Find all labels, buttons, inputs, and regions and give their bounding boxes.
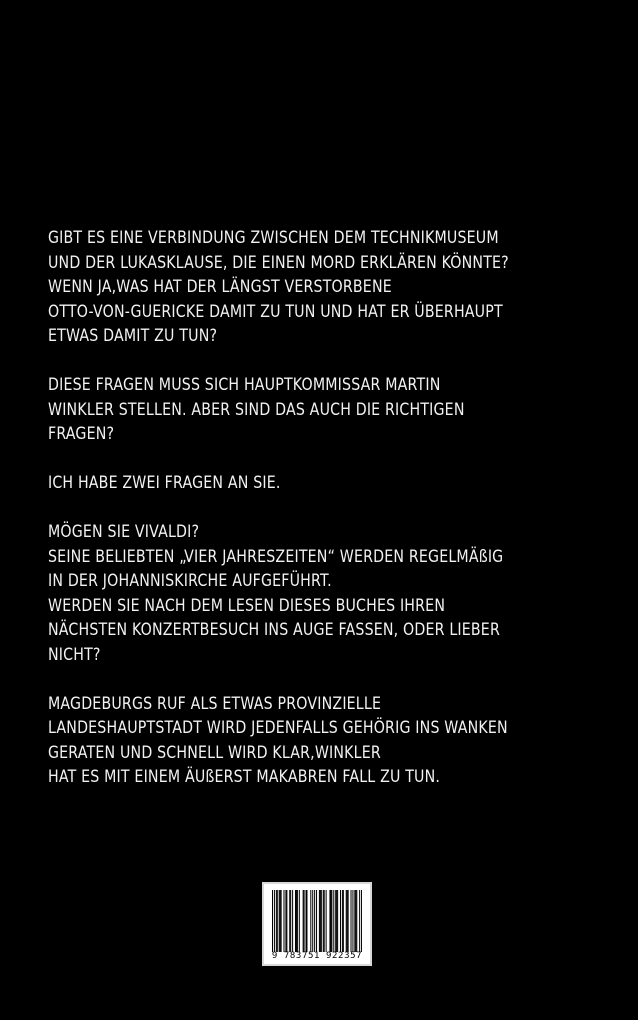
barcode-bar <box>306 890 307 952</box>
barcode-bar <box>321 890 322 952</box>
blurb-line: WENN JA,WAS HAT DER LÄNGST VERSTORBENE <box>48 277 392 296</box>
barcode-bar <box>290 890 291 952</box>
barcode-bar <box>355 890 356 952</box>
blurb-line: NICHT? <box>48 644 101 664</box>
blurb-paragraph <box>48 226 629 349</box>
barcode-bar <box>292 890 293 952</box>
blurb-line: WINKLER STELLEN. ABER SIND DAS AUCH DIE RICHTIGEN <box>48 399 465 419</box>
barcode-bar <box>299 890 300 952</box>
barcode-bar <box>354 890 355 952</box>
blurb-line: GERATEN UND SCHNELL WIRD KLAR,WINKLER <box>48 742 381 762</box>
barcode-bar <box>361 890 362 952</box>
barcode-bar <box>348 890 349 952</box>
barcode-bar <box>310 890 311 952</box>
barcode-bar <box>336 890 337 952</box>
barcode-bar <box>323 890 324 952</box>
barcode-bar <box>346 890 347 952</box>
barcode-bar <box>330 890 331 952</box>
blurb-line: GIBT ES EINE VERBINDUNG ZWISCHEN DEM TECHNIKMUSEUM <box>48 228 499 247</box>
barcode-bar <box>279 890 280 952</box>
barcode-bar <box>337 890 338 952</box>
barcode-bar <box>314 890 315 952</box>
barcode-bar <box>272 890 273 952</box>
barcode-bar <box>281 890 282 952</box>
blurb-paragraph <box>48 373 629 447</box>
barcode-bar <box>316 890 317 952</box>
blurb-line: SEINE BELIEBTEN „VIER JAHRESZEITEN“ WERDEN REGELMÄßIG <box>48 546 504 566</box>
barcode-bar <box>319 890 320 952</box>
blurb-paragraph <box>48 520 629 667</box>
barcode-bar <box>359 890 360 952</box>
isbn-number: 9 783751 922357 <box>271 951 363 961</box>
barcode-bar <box>333 890 334 952</box>
barcode-bar <box>352 890 353 952</box>
barcode-bar <box>351 890 352 952</box>
barcode-bar <box>356 890 357 952</box>
isbn-barcode <box>262 882 372 966</box>
barcode-bar <box>342 890 343 952</box>
barcode-bar <box>286 890 287 952</box>
blurb-line: ICH HABE ZWEI FRAGEN AN SIE. <box>48 473 281 492</box>
barcode-bar <box>297 890 298 952</box>
blurb-paragraph <box>48 471 629 496</box>
barcode-bar <box>296 890 297 952</box>
barcode-bar <box>306 890 307 952</box>
blurb-line: UND DER LUKASKLAUSE, DIE EINEN MORD ERKLÄREN KÖNNTE? <box>48 252 509 272</box>
back-cover-blurb <box>48 226 629 814</box>
barcode-bar <box>277 890 278 952</box>
barcode-bar <box>289 890 290 952</box>
barcode-bar <box>340 890 341 952</box>
blurb-line: IN DER JOHANNISKIRCHE AUFGEFÜHRT. <box>48 571 332 590</box>
blurb-line: WERDEN SIE NACH DEM LESEN DIESES BUCHES IHREN <box>48 595 446 615</box>
barcode-bar <box>331 890 332 952</box>
barcode-bar <box>343 890 344 952</box>
blurb-line: ETWAS DAMIT ZU TUN? <box>48 326 218 345</box>
blurb-line: DIESE FRAGEN MUSS SICH HAUPTKOMMISSAR MARTIN <box>48 375 441 394</box>
barcode-bar <box>295 890 296 952</box>
barcode-bar <box>276 890 277 952</box>
barcode-bar <box>324 890 325 952</box>
barcode-bar <box>280 890 281 952</box>
barcode-bar <box>320 890 321 952</box>
barcode-bar <box>347 890 348 952</box>
blurb-paragraph <box>48 692 629 790</box>
blurb-line: HAT ES MIT EINEM ÄUßERST MAKABREN FALL ZU TUN. <box>48 767 441 786</box>
barcode-bar <box>326 890 327 952</box>
blurb-line: MAGDEBURGS RUF ALS ETWAS PROVINZIELLE <box>48 693 382 713</box>
barcode-bar <box>304 890 305 952</box>
blurb-line: LANDESHAUPTSTADT WIRD JEDENFALLS GEHÖRIG INS WANKEN <box>48 718 508 737</box>
barcode-bars <box>272 890 362 952</box>
barcode-bar <box>283 890 284 952</box>
barcode-bar <box>312 890 313 952</box>
barcode-bar <box>274 890 275 952</box>
barcode-bar <box>335 890 336 952</box>
blurb-line: NÄCHSTEN KONZERTBESUCH INS AUGE FASSEN, ODER LIEBER <box>48 620 500 639</box>
blurb-line: OTTO-VON-GUERICKE DAMIT ZU TUN UND HAT ER ÜBERHAUPT <box>48 301 503 321</box>
barcode-bar <box>303 890 304 952</box>
blurb-line: FRAGEN? <box>48 424 115 443</box>
blurb-line: MÖGEN SIE VIVALDI? <box>48 522 200 541</box>
barcode-bar <box>285 890 286 952</box>
barcode-bar <box>329 890 330 952</box>
